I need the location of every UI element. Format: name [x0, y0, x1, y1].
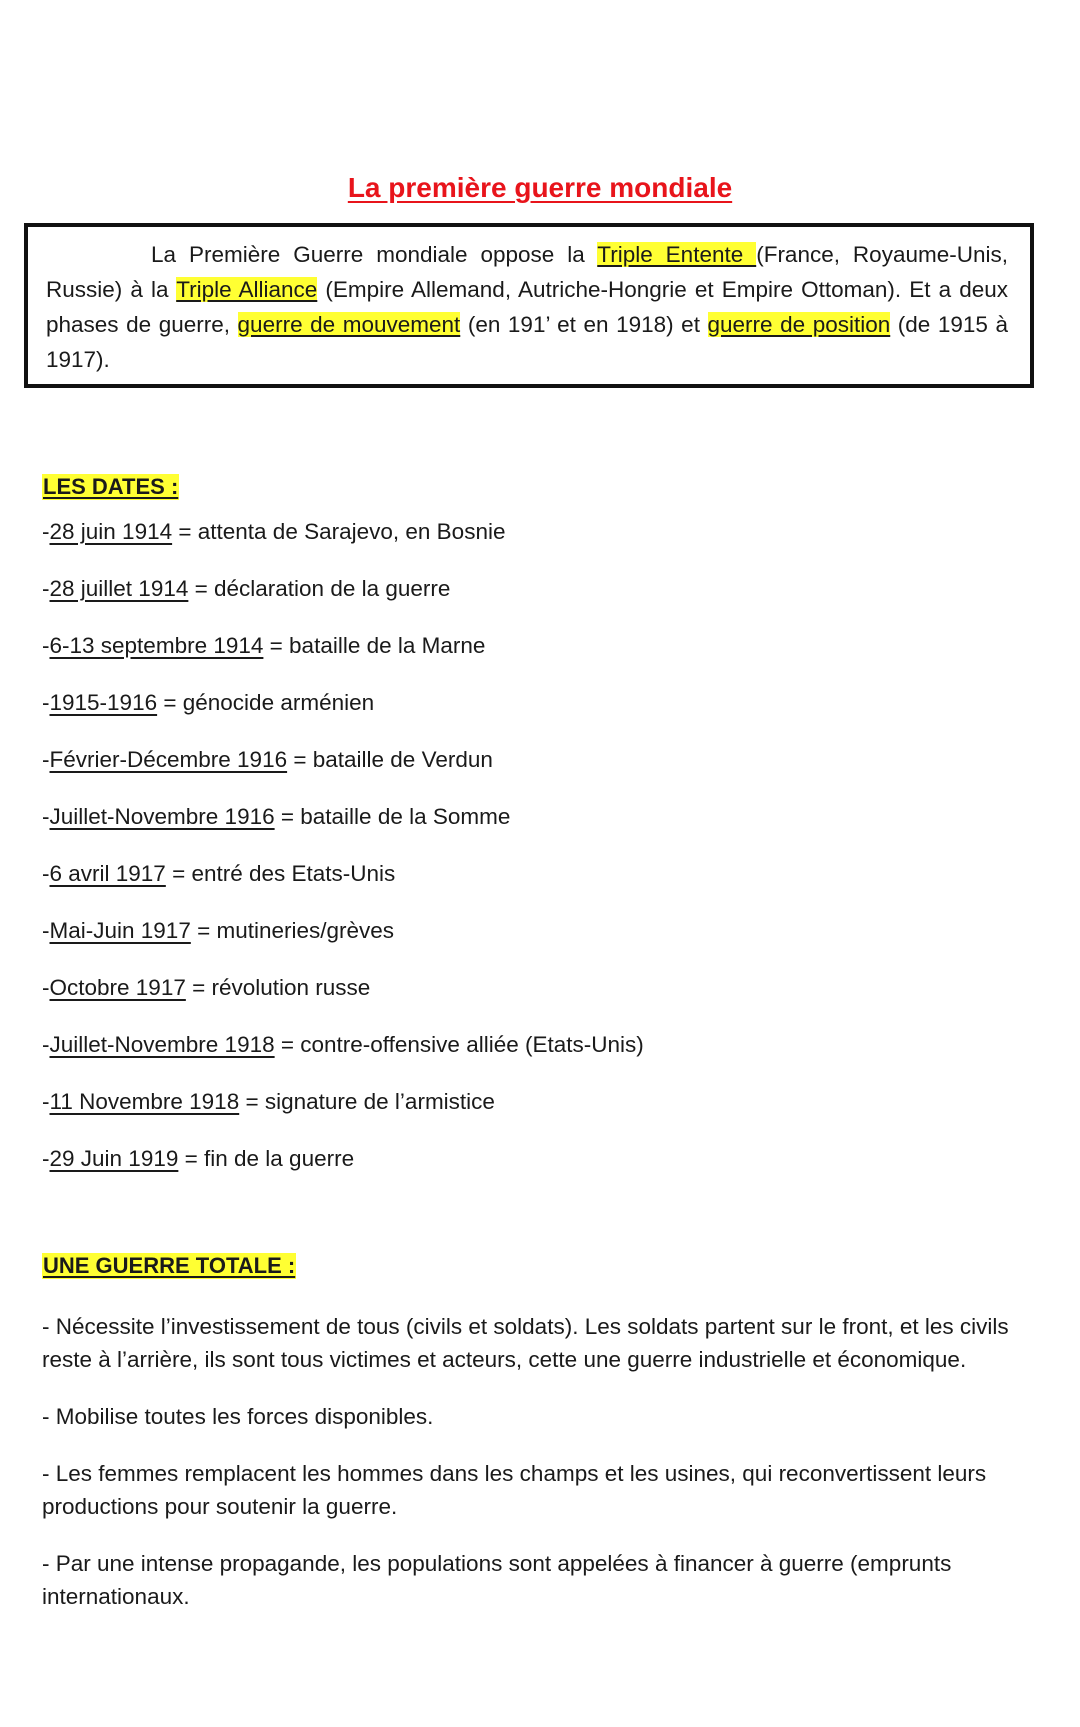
- list-item: -Février-Décembre 1916 = bataille de Verdun: [42, 747, 493, 772]
- intro-box: [24, 223, 1034, 388]
- list-item: -29 Juin 1919 = fin de la guerre: [42, 1146, 355, 1171]
- date-event: = attenta de Sarajevo, en Bosnie: [172, 519, 506, 544]
- date-event: = génocide arménien: [157, 690, 375, 715]
- list-item: -6-13 septembre 1914 = bataille de la Marne: [42, 633, 486, 658]
- date-key: Octobre 1917: [49, 975, 186, 1000]
- date-event: = contre-offensive alliée (Etats-Unis): [274, 1032, 644, 1057]
- list-item: -1915-1916 = génocide arménien: [42, 690, 375, 715]
- date-event: = révolution russe: [185, 975, 371, 1000]
- totale-paragraph: - Nécessite l’investissement de tous (civils et soldats). Les soldats partent sur le front, et les civils reste à l’arrière, ils sont tous victimes et acteurs, cette une guerre industrielle et économique.: [42, 1314, 1009, 1372]
- intro-text-1: La Première Guerre mondiale oppose la: [151, 242, 598, 267]
- date-event: = déclaration de la guerre: [188, 576, 451, 601]
- totale-paragraph: - Par une intense propagande, les populations sont appelées à financer à guerre (emprunts internationaux.: [42, 1551, 952, 1609]
- totale-paragraph: - Mobilise toutes les forces disponibles.: [42, 1404, 434, 1429]
- date-event: = entré des Etats-Unis: [165, 861, 396, 886]
- date-event: = mutineries/grèves: [190, 918, 395, 943]
- date-event: = bataille de la Marne: [263, 633, 486, 658]
- date-key: Juillet-Novembre 1916: [49, 804, 275, 829]
- highlight-triple-entente: Triple Entente: [597, 242, 757, 267]
- list-item: -Octobre 1917 = révolution russe: [42, 975, 371, 1000]
- totale-paragraph: - Les femmes remplacent les hommes dans les champs et les usines, qui reconvertissent leurs productions pour soutenir la guerre.: [42, 1461, 987, 1519]
- list-item: -Mai-Juin 1917 = mutineries/grèves: [42, 918, 395, 943]
- date-key: 28 juin 1914: [49, 519, 173, 544]
- totale-heading: UNE GUERRE TOTALE :: [43, 1253, 296, 1278]
- list-item: -6 avril 1917 = entré des Etats-Unis: [42, 861, 396, 886]
- totale-section: [42, 1310, 1042, 1637]
- date-key: 28 juillet 1914: [49, 576, 189, 601]
- date-event: = bataille de la Somme: [274, 804, 511, 829]
- date-key: 1915-1916: [49, 690, 158, 715]
- highlight-guerre-de-position: guerre de position: [707, 312, 891, 337]
- list-item: -Juillet-Novembre 1918 = contre-offensive alliée (Etats-Unis): [42, 1032, 644, 1057]
- highlight-guerre-de-mouvement: guerre de mouvement: [237, 312, 461, 337]
- date-key: 6-13 septembre 1914: [49, 633, 264, 658]
- intro-text-5: (de 1915 à 1917).: [46, 312, 1009, 372]
- list-item: -Juillet-Novembre 1916 = bataille de la Somme: [42, 804, 511, 829]
- dates-list: [42, 517, 644, 1201]
- list-item: -11 Novembre 1918 = signature de l’armistice: [42, 1089, 495, 1114]
- intro-text-2: (France, Royaume-Unis, Russie) à la: [46, 242, 1008, 302]
- highlight-triple-alliance: Triple Alliance: [176, 277, 318, 302]
- date-key: Mai-Juin 1917: [49, 918, 191, 943]
- list-item: -28 juin 1914 = attenta de Sarajevo, en Bosnie: [42, 519, 506, 544]
- intro-paragraph: [46, 237, 1008, 377]
- date-event: = bataille de Verdun: [287, 747, 493, 772]
- date-key: 6 avril 1917: [49, 861, 166, 886]
- date-event: = fin de la guerre: [178, 1146, 355, 1171]
- list-item: -28 juillet 1914 = déclaration de la guerre: [42, 576, 451, 601]
- date-key: 29 Juin 1919: [49, 1146, 179, 1171]
- date-event: = signature de l’armistice: [239, 1089, 495, 1114]
- document-title: La première guerre mondiale: [347, 172, 733, 203]
- dates-heading: LES DATES :: [43, 474, 179, 499]
- date-key: Février-Décembre 1916: [49, 747, 288, 772]
- date-key: 11 Novembre 1918: [49, 1089, 240, 1114]
- intro-text-4: (en 191’ et en 1918) et: [460, 312, 708, 337]
- intro-text-3: (Empire Allemand, Autriche-Hongrie et Empire Ottoman). Et a deux phases de guerre,: [46, 277, 1009, 337]
- date-key: Juillet-Novembre 1918: [49, 1032, 275, 1057]
